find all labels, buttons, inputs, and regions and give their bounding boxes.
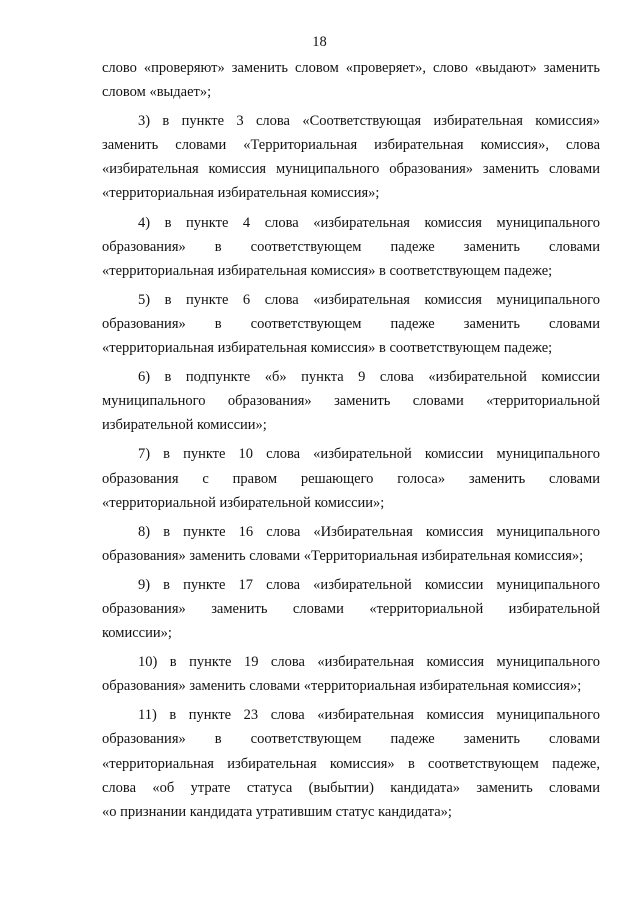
paragraph-line: 6) в подпункте «б» пункта 9 слова «избирательной комиссии — [138, 369, 600, 386]
paragraph-line: слово «проверяют» заменить словом «проверяет», слово «выдают» заменить — [102, 60, 600, 76]
paragraph-line: избирательной комиссии»; — [102, 417, 267, 434]
paragraph-line: «о признании кандидата утратившим статус кандидата»; — [102, 803, 452, 820]
paragraph — [102, 573, 600, 645]
page-number: 18 — [312, 34, 327, 50]
paragraph-line: заменить словами «Территориальная избирательная комиссия», слова — [102, 137, 600, 154]
paragraph-line: 3) в пункте 3 слова «Соответствующая избирательная комиссия» — [138, 113, 600, 130]
paragraph-line: образования» в соответствующем падеже заменить словами — [102, 315, 600, 332]
paragraph-line: 10) в пункте 19 слова «избирательная комиссия муниципального — [138, 654, 600, 671]
paragraph-line: 5) в пункте 6 слова «избирательная комиссия муниципального — [138, 291, 600, 308]
paragraph — [102, 650, 600, 698]
document-body — [102, 56, 600, 829]
paragraph-line: образования» заменить словами «Территориальная избирательная комиссия»; — [102, 547, 584, 564]
paragraph-line: «территориальная избирательная комиссия» в соответствующем падеже, — [102, 755, 600, 772]
paragraph-line: «территориальная избирательная комиссия» в соответствующем падеже; — [102, 340, 553, 357]
paragraph-line: 8) в пункте 16 слова «Избирательная комиссия муниципального — [138, 523, 600, 540]
paragraph-line: 11) в пункте 23 слова «избирательная комиссия муниципального — [138, 707, 600, 724]
paragraph-line: 9) в пункте 17 слова «избирательной комиссии муниципального — [138, 576, 600, 593]
paragraph-line: образования» заменить словами «территориальная избирательная комиссия»; — [102, 678, 582, 695]
paragraph-line: комиссии»; — [102, 625, 172, 642]
paragraph — [102, 56, 600, 104]
paragraph — [102, 703, 600, 823]
paragraph-line: «избирательная комиссия муниципального образования» заменить словами — [102, 161, 600, 178]
paragraph-line: «территориальная избирательная комиссия»; — [102, 185, 380, 202]
paragraph — [102, 288, 600, 360]
paragraph-line: словом «выдает»; — [102, 84, 212, 101]
paragraph-line: образования» в соответствующем падеже заменить словами — [102, 731, 600, 748]
paragraph-line: образования с правом решающего голоса» заменить словами — [102, 470, 600, 487]
paragraph-line: 4) в пункте 4 слова «избирательная комиссия муниципального — [138, 214, 600, 231]
paragraph — [102, 109, 600, 205]
paragraph-line: 7) в пункте 10 слова «избирательной комиссии муниципального — [138, 446, 600, 463]
paragraph — [102, 442, 600, 514]
paragraph — [102, 211, 600, 283]
paragraph-line: слова «об утрате статуса (выбытии) кандидата» заменить словами — [102, 779, 600, 796]
paragraph-line: «территориальная избирательная комиссия» в соответствующем падеже; — [102, 262, 553, 279]
paragraph — [102, 520, 600, 568]
paragraph — [102, 365, 600, 437]
paragraph-line: образования» заменить словами «территориальной избирательной — [102, 600, 600, 617]
paragraph-line: «территориальной избирательной комиссии»; — [102, 494, 385, 511]
paragraph-line: образования» в соответствующем падеже заменить словами — [102, 238, 600, 255]
paragraph-line: муниципального образования» заменить словами «территориальной — [102, 393, 600, 410]
